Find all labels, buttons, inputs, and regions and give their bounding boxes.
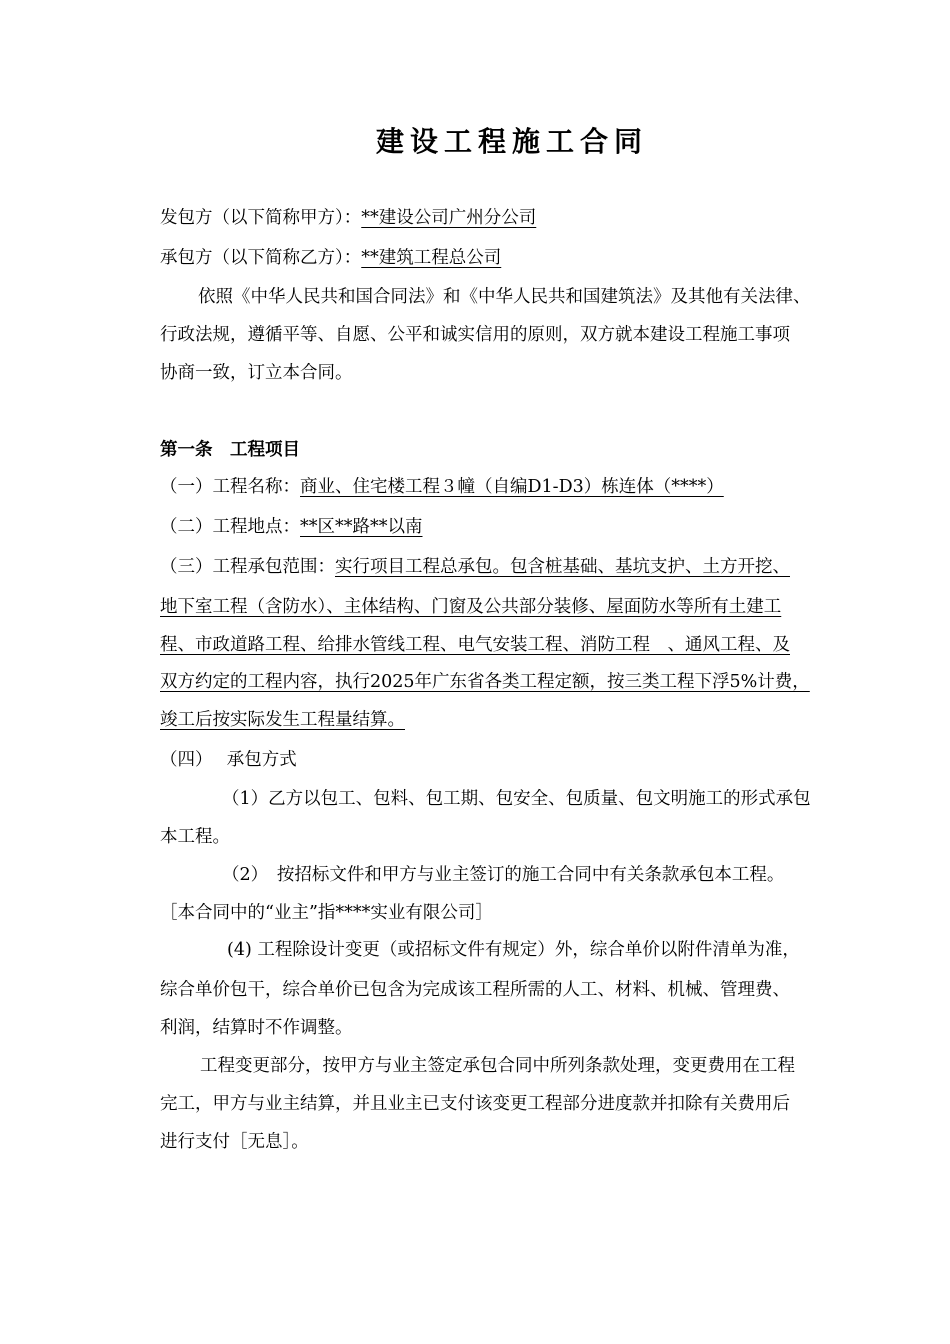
scope-text-4: 双方约定的工程内容，执行2025年广东省各类工程定额，按三类工程下浮5%计费，	[160, 672, 810, 692]
employer-line	[160, 208, 554, 228]
mode-item-4-cont-1: 综合单价包干，综合单价已包含为完成该工程所需的人工、材料、机械、管理费、	[160, 980, 790, 1000]
scope-text-3: 程、市政道路工程、给排水管线工程、电气安装工程、消防工程 、通风工程、及	[160, 635, 790, 655]
mode-item-1: （1）乙方以包工、包料、包工期、包安全、包质量、包文明施工的形式承包	[222, 789, 811, 809]
scope-text-1: 实行项目工程总承包。包含桩基础、基坑支护、土方开挖、	[335, 557, 790, 577]
preamble-line-1: 依照《中华人民共和国合同法》和《中华人民共和国建筑法》及其他有关法律、	[198, 287, 811, 307]
mode-item-4: (4) 工程除设计变更（或招标文件有规定）外，综合单价以附件清单为准，	[227, 940, 800, 960]
change-line-2: 完工，甲方与业主结算，并且业主已支付该变更工程部分进度款并扣除有关费用后	[160, 1094, 790, 1114]
scope-text-5: 竣工后按实际发生工程量结算。	[160, 710, 405, 730]
employer-name: **建设公司广州分公司	[361, 208, 537, 228]
scope-line-1	[160, 557, 790, 577]
scope-text-2: 地下室工程（含防水）、主体结构、门窗及公共部分装修、屋面防水等所有土建工	[160, 597, 782, 617]
contract-mode-heading: （四） 承包方式	[160, 750, 297, 770]
project-name-line	[160, 477, 752, 497]
contractor-line	[160, 248, 613, 268]
project-name-value: 商业、住宅楼工程３幢（自编D1-D3）栋连体（****）	[300, 477, 724, 497]
project-site-value: **区**路**以南	[300, 517, 423, 537]
contractor-name: **建筑工程总公司	[361, 248, 502, 268]
change-line-3: 进行支付［无息］。	[160, 1132, 309, 1152]
mode-item-2: （2） 按招标文件和甲方与业主签订的施工合同中有关条款承包本工程。	[222, 865, 785, 885]
project-site-line	[160, 517, 523, 537]
contractor-label: 承包方（以下简称乙方）：	[160, 248, 362, 268]
employer-label: 发包方（以下简称甲方）：	[160, 208, 362, 228]
owner-note: ［本合同中的“业主”指****实业有限公司］	[160, 903, 493, 923]
project-site-label: （二）工程地点：	[160, 517, 300, 537]
change-line-1: 工程变更部分，按甲方与业主签定承包合同中所列条款处理，变更费用在工程	[200, 1056, 795, 1076]
project-name-label: （一）工程名称：	[160, 477, 300, 497]
mode-item-1-cont: 本工程。	[160, 827, 230, 847]
scope-label: （三）工程承包范围：	[160, 557, 335, 577]
document-title: 建设工程施工合同	[375, 125, 648, 158]
scope-line-5	[160, 710, 565, 730]
preamble-line-2: 行政法规，遵循平等、自愿、公平和诚实信用的原则，双方就本建设工程施工事项	[160, 325, 790, 345]
preamble-line-3: 协商一致，订立本合同。	[160, 363, 353, 383]
mode-item-4-cont-2: 利润，结算时不作调整。	[160, 1018, 353, 1038]
article1-heading: 第一条 工程项目	[160, 440, 300, 460]
